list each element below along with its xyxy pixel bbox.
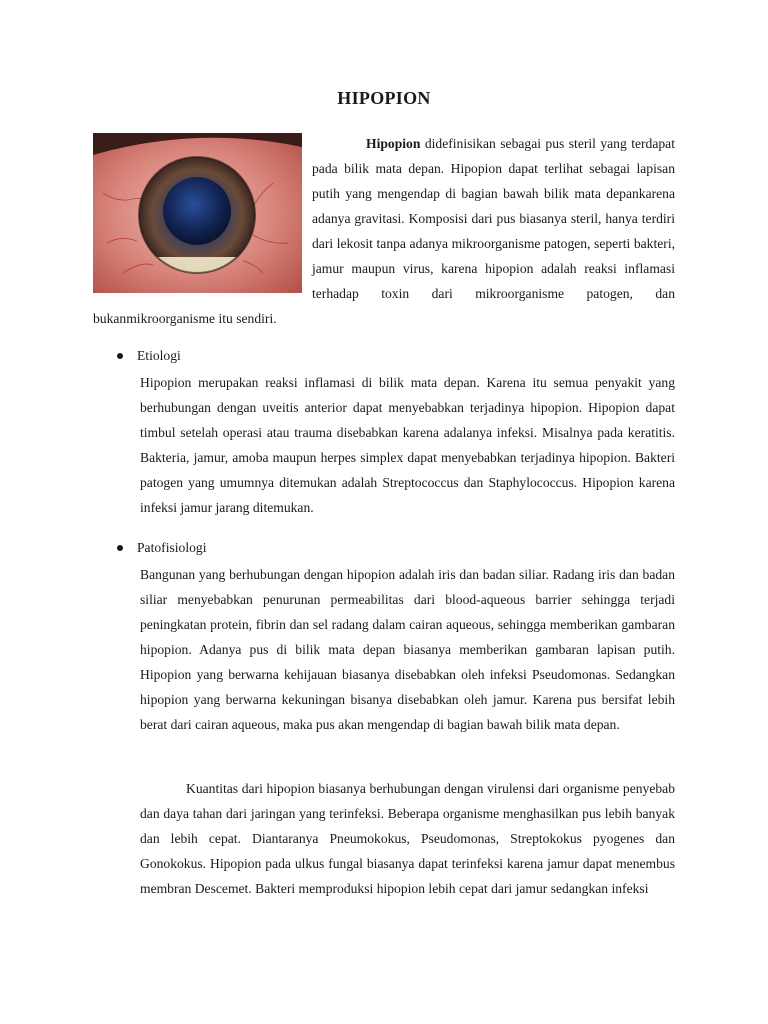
section-bullet-patofisiologi [117,538,206,558]
section-body-continuation [140,776,675,901]
patofisiologi-text: Bangunan yang berhubungan dengan hipopion adalah iris dan badan siliar. Radang iris dan badan siliar menyebabkan penurunan permeabilitas dari blood-aqueous barrier sehingga terjadi peningkatan protein, fibrin dan sel radang dalam cairan aqueous, sehingga memberikan gambaran hipopion. Adanya pus di bilik mata depan biasanya memberikan gambaran lapisan putih. Hipopion yang berwarna kehijauan biasanya disebabkan oleh infeksi Pseudomonas. Sedangkan hipopion yang berwarna kekuningan bisanya disebabkan oleh jamur. Karena pus bersifat lebih berat dari cairan aqueous, maka pus akan mengendap di bagian bawah bilik mata depan. [140,567,675,732]
intro-bold-term: Hipopion [366,136,421,151]
section-heading-etiologi: Etiologi [137,348,181,363]
section-bullet-etiologi [117,346,181,366]
etiologi-text: Hipopion merupakan reaksi inflamasi di bilik mata depan. Karena itu semua penyakit yang berhubungan dengan uveitis anterior dapat menyebabkan terjadinya hipopion. Hipopion dapat timbul setelah operasi atau trauma disebabkan karena adalanya infeksi. Misalnya pada keratitis. Bakteria, jamur, amoba maupun herpes simplex dapat menyebabkan terjadinya hipopion. Bakteri patogen yang umumnya ditemukan adalah Streptococcus dan Staphylococcus. Hipopion karena infeksi jamur jarang ditemukan. [140,375,675,515]
bullet-dot-icon [117,545,123,551]
section-body-etiologi [140,370,675,520]
intro-paragraph [93,131,675,331]
patofisiologi-continuation-text: Kuantitas dari hipopion biasanya berhubungan dengan virulensi dari organisme penyebab dan daya tahan dari jaringan yang terinfeksi. Beberapa organisme menghasilkan pus lebih banyak dan lebih cepat. Diantaranya Pneumokokus, Pseudomonas, Streptokokus pyogenes dan Gonokokus. Hipopion pada ulkus fungal biasanya dapat terinfeksi karena jamur dapat menembus membran Descemet. Bakteri memproduksi hipopion lebih cepat dari jamur sedangkan infeksi [140,781,675,896]
intro-text: didefinisikan sebagai pus steril yang terdapat pada bilik mata depan. Hipopion dapat terlihat sebagai lapisan putih yang mengendap di bagian bawah bilik mata depankarena adanya gravitasi. Komposisi dari pus biasanya steril, hanya terdiri dari lekosit tanpa adanya mikroorganisme patogen, seperti bakteri, jamur maupun virus, karena hipopion adalah reaksi inflamasi terhadap toxin dari mikroorganisme patogen, dan bukanmikroorganisme itu sendiri. [93,136,675,326]
bullet-dot-icon [117,353,123,359]
figure-spacer [93,131,312,306]
page-title: HIPOPION [337,88,431,108]
section-heading-patofisiologi: Patofisiologi [137,540,207,555]
section-body-patofisiologi [140,562,675,737]
